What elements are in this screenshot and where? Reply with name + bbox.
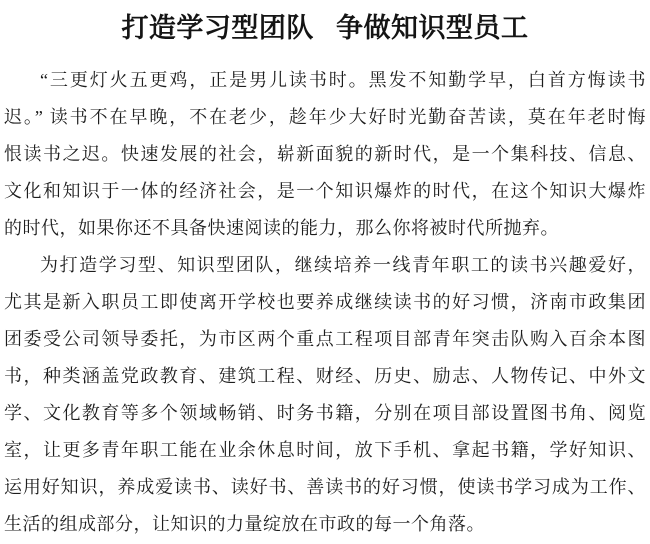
paragraph	[4, 62, 646, 247]
text-line: 生活的组成部分，让知识的力量绽放在市政的每一个角落。	[4, 514, 485, 534]
text-line: 室，让更多青年职工能在业余休息时间，放下手机、拿起书籍，学好知识、	[4, 440, 646, 460]
text-line: 的时代，如果你还不具备快速阅读的能力，那么你将被时代所抛弃。	[4, 218, 559, 238]
paragraph	[4, 247, 646, 543]
text-line: 书，种类涵盖党政教育、建筑工程、财经、历史、励志、人物传记、中外文	[4, 366, 646, 386]
text-line: “三更灯火五更鸡，正是男儿读书时。黑发不知勤学早，白首方悔读书	[40, 70, 646, 90]
article-body	[0, 62, 650, 543]
text-line: 恨读书之迟。快速发展的社会，崭新面貌的新时代，是一个集科技、信息、	[4, 144, 646, 164]
page-title: 打造学习型团队 争做知识型员工	[121, 13, 529, 43]
text-line: 学、文化教育等多个领域畅销、时务书籍，分别在项目部设置图书角、阅览	[4, 403, 646, 423]
text-line: 尤其是新入职员工即使离开学校也要养成继续读书的好习惯，济南市政集团	[4, 292, 646, 312]
text-line: 运用好知识，养成爱读书、读好书、善读书的好习惯，使读书学习成为工作、	[4, 477, 646, 497]
text-line: 文化和知识于一体的经济社会，是一个知识爆炸的时代，在这个知识大爆炸	[4, 181, 646, 201]
text-line: 迟。” 读书不在早晚，不在老少，趁年少大好时光勤奋苦读，莫在年老时悔	[4, 107, 646, 127]
text-line: 为打造学习型、知识型团队，继续培养一线青年职工的读书兴趣爱好，	[40, 255, 646, 275]
text-line: 团委受公司领导委托，为市区两个重点工程项目部青年突击队购入百余本图	[4, 329, 646, 349]
